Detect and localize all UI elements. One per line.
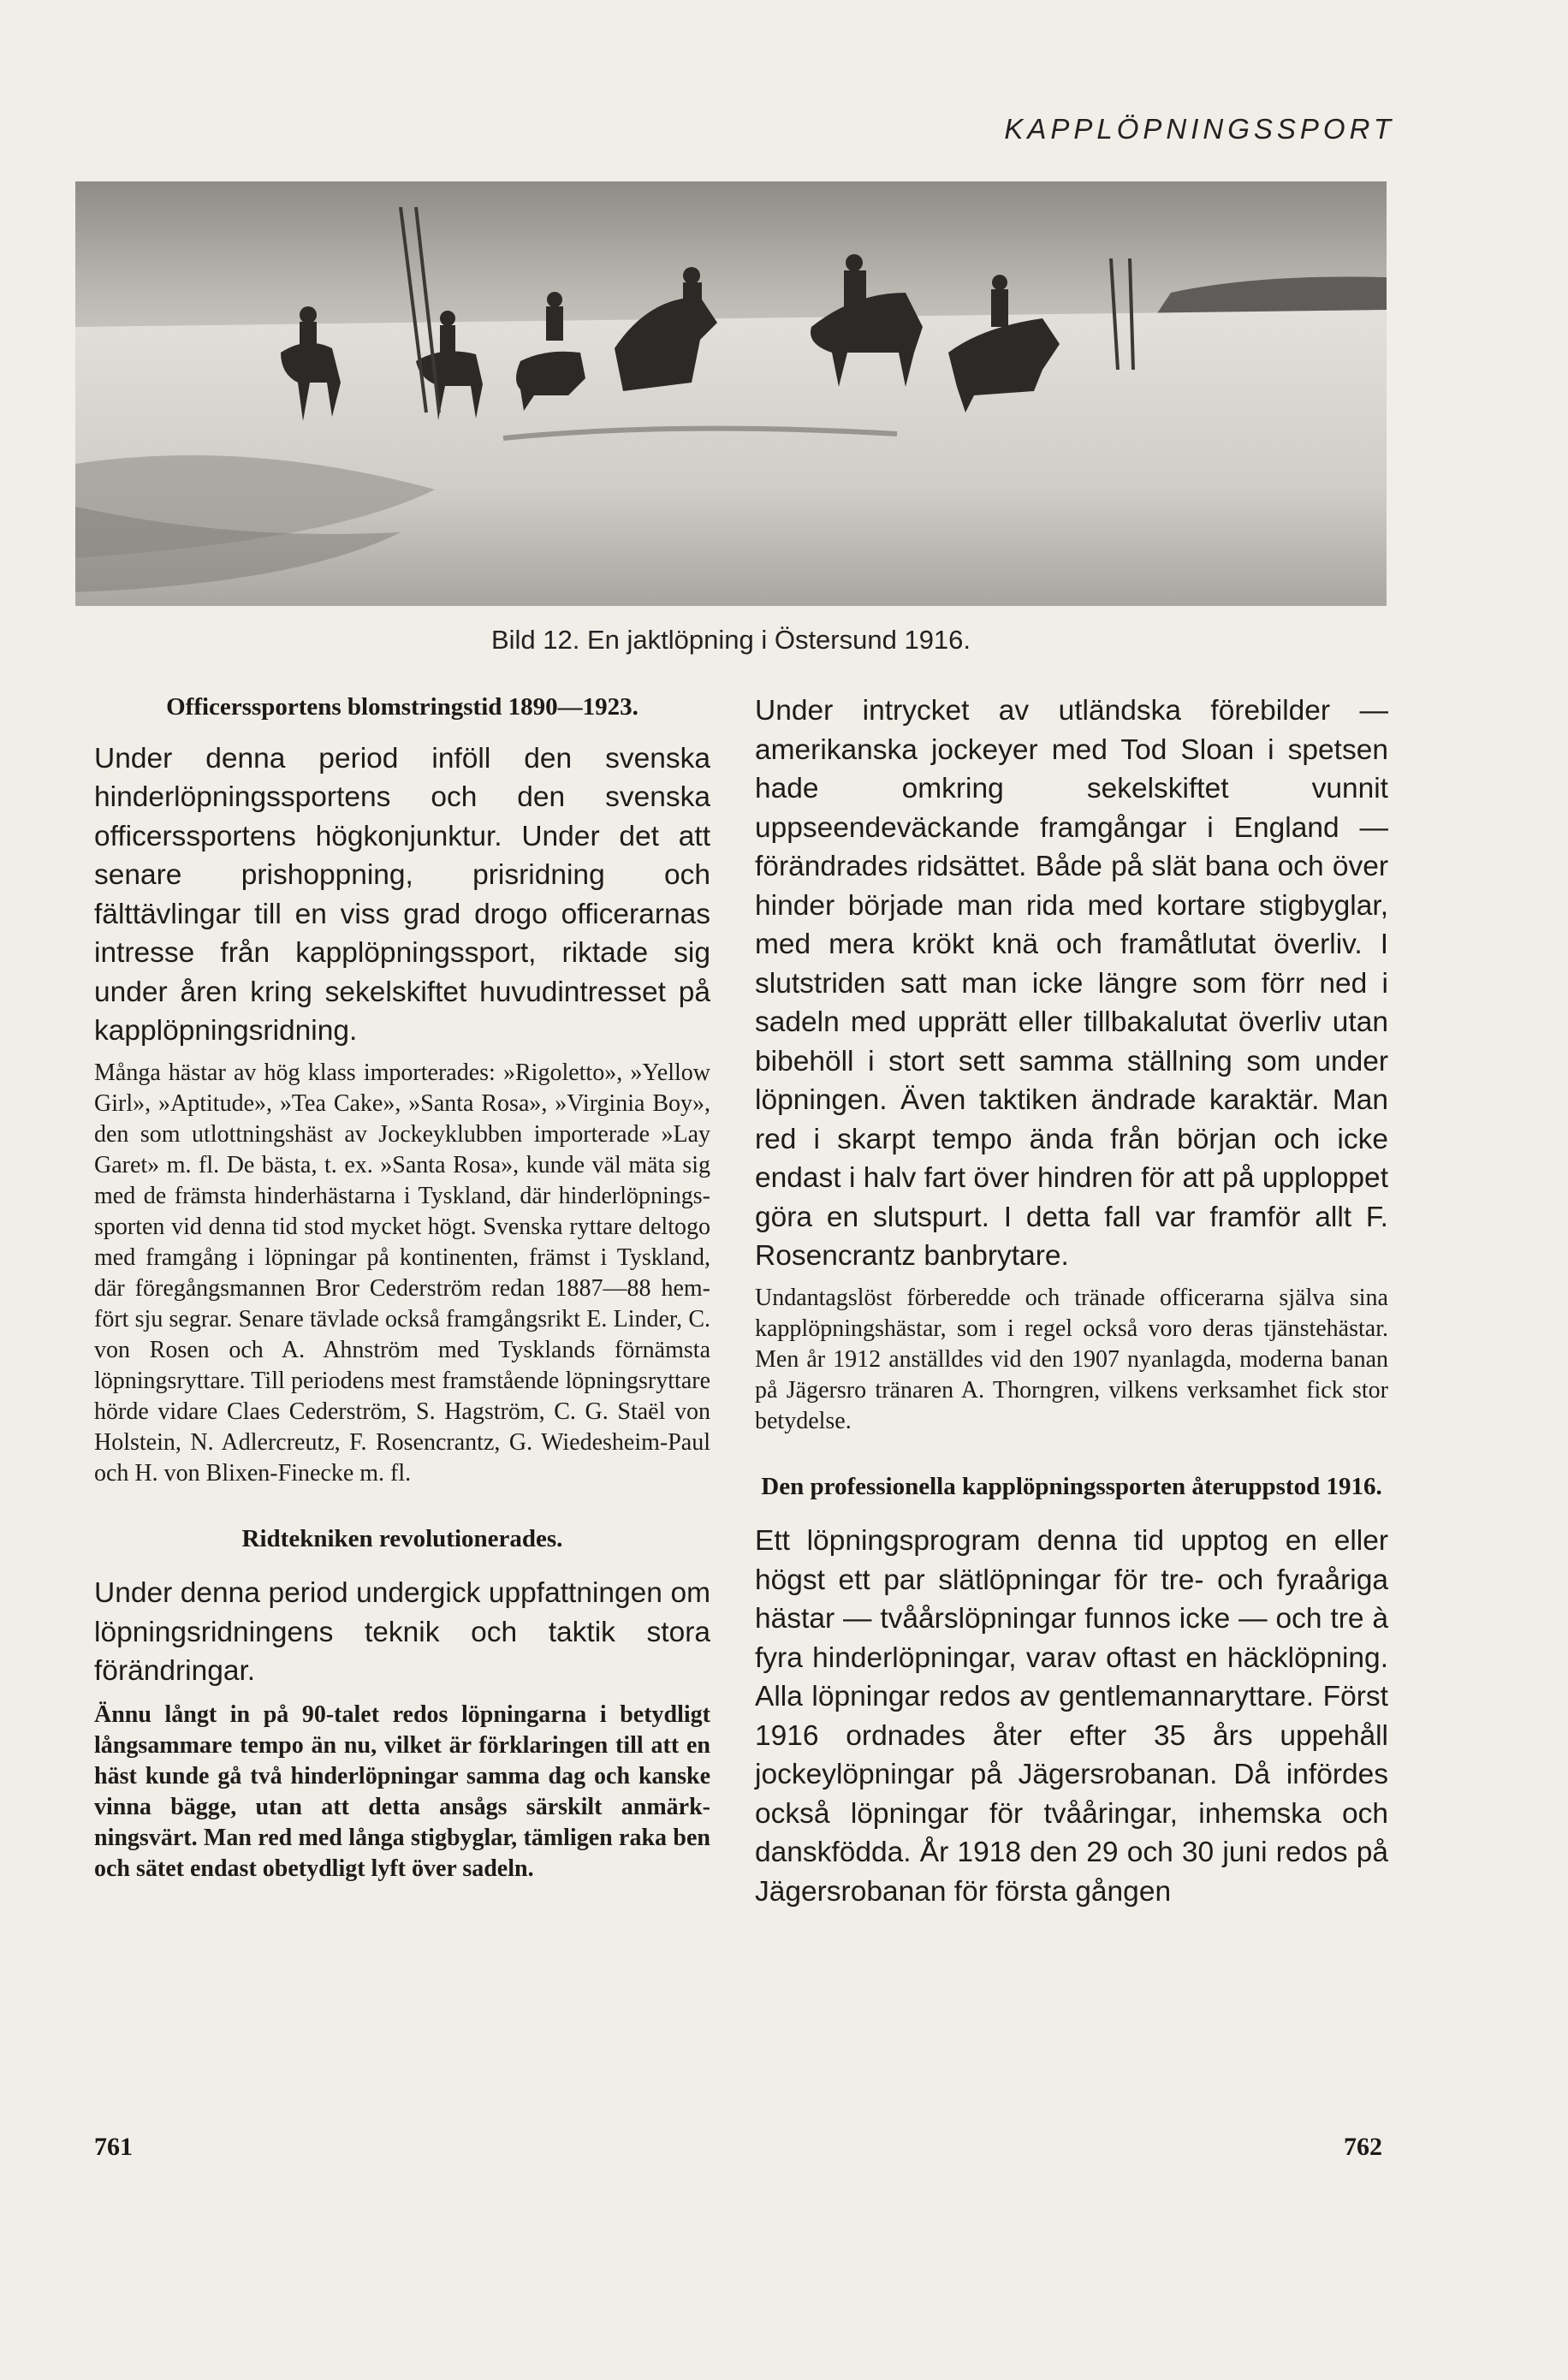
- section-heading-officerssport: Officerssportens blomstringstid 1890—1923.: [166, 693, 638, 721]
- right-column: [755, 691, 1388, 1911]
- paragraph: Under denna period undergick uppfattningen om löpningsridningens teknik och taktik stora förändringar.: [94, 1577, 710, 1688]
- paragraph-small: Ännu långt in på 90-talet redos löpningarna i betydligt långsammare tempo än nu, vilket är förklaringen till att en häst kunde gå två hinderlöpningar samma dag och kanske vinna bägge, utan att detta ansågs särskilt anmärkningsvärt. Man red med långa stigbyglar, tämligen raka ben och sätet endast obetydligt lyft över sadeln.: [94, 1700, 710, 1882]
- paragraph-small: Undantagslöst förberedde och tränade officerarna själva sina kapplöpningshästar, som i regel också voro deras tjänstehästar. Men år 1912 anställdes vid den 1907 nyanlagda, moderna banan på Jägersro tränaren A. Thorngren, vilkens verksamhet fick stor betydelse.: [755, 1284, 1388, 1434]
- section-heading-professionella: Den professionella kapplöpningssporten återuppstod 1916.: [761, 1472, 1382, 1500]
- photo-hunt-race-ostersund: [75, 181, 1387, 606]
- running-head: KAPPLÖPNINGSSPORT: [1004, 113, 1395, 145]
- page-number-left: 761: [94, 2133, 133, 2161]
- section-heading-ridtekniken: Ridtekniken revolutionerades.: [241, 1524, 563, 1552]
- paragraph: Under intrycket av utländska förebilder — amerikanska jockeyer med Tod Sloan i spetsen hade omkring sekelskiftet vunnit uppseendeväckande framgångar i England — förändrades ridsättet. Både på slät bana och över hinder började man rida med kortare stigbyglar, med mera krökt knä och framåtlutat överliv. I slutstriden satt man icke längre som förr ned i sadeln med upprätt eller tillbakalutat överliv utan bibehöll i stort sett samma ställning som under löpningen. Även taktiken ändrade karaktär. Man red i skarpt tempo ända från början och icke endast i halv fart över hindren för att på upploppet göra en slutspurt. I detta fall var framför allt F. Rosencrantz banbrytare.: [755, 695, 1388, 1272]
- left-column: [94, 691, 710, 1884]
- page-number-right: 762: [1344, 2133, 1382, 2161]
- paragraph: Under denna period inföll den svenska hinderlöpningssportens och den svenska officerssportens högkonjunktur. Under det att senare prishoppning, prisridning och fälttävlingar till en viss grad drogo officerarnas intresse från kapplöpningssport, riktade sig under åren kring sekelskiftet huvudintresset på kapplöpningsridning.: [94, 742, 710, 1048]
- figure-caption: Bild 12. En jaktlöpning i Östersund 1916.: [490, 625, 971, 655]
- paragraph: Ett löpningsprogram denna tid upptog en eller högst ett par slätlöpningar för tre- och fyraåriga hästar — tvåårslöpningar funnos icke — och tre à fyra hinderlöpningar, varav oftast en häcklöpning. Alla löpningar redos av gentlemannaryttare. Först 1916 ordnades åter efter 35 års uppehåll jockeylöpningar på Jägersrobanan. Då infördes också löpningar för tvååringar, inhemska och danskfödda. År 1918 den 29 och 30 juni redos på Jägersrobanan för första gången: [755, 1525, 1388, 1908]
- paragraph-small: Många hästar av hög klass importerades: »Rigoletto», »Yellow Girl», »Aptitude», »Tea Cake», »Santa Rosa», »Virginia Boy», den som utlottningshäst av Jockeyklubben importerade »Lay Garet» m. fl. De bästa, t. ex. »Santa Rosa», kunde väl mäta sig med de främsta hinderhästarna i Tyskland, där hinderlöpningssporten vid denna tid stod mycket högt. Svenska ryttare deltogo med framgång i löpningar på kontinenten, främst i Tyskland, där föregångsmannen Bror Cederström redan 1887—88 hemfört sju segrar. Senare tävlade också framgångsrikt E. Linder, C. von Rosen och A. Ahnström med Tysklands förnämsta löpningsryttare. Till periodens mest framstående löpningsryttare hörde vidare Claes Cederström, S. Hagström, C. G. Staël von Holstein, N. Adlercreutz, F. Rosencrantz, G. Wiedesheim-Paul och H. von Blixen-Finecke m. fl.: [94, 1059, 710, 1487]
- photo-illustration: [75, 181, 1387, 606]
